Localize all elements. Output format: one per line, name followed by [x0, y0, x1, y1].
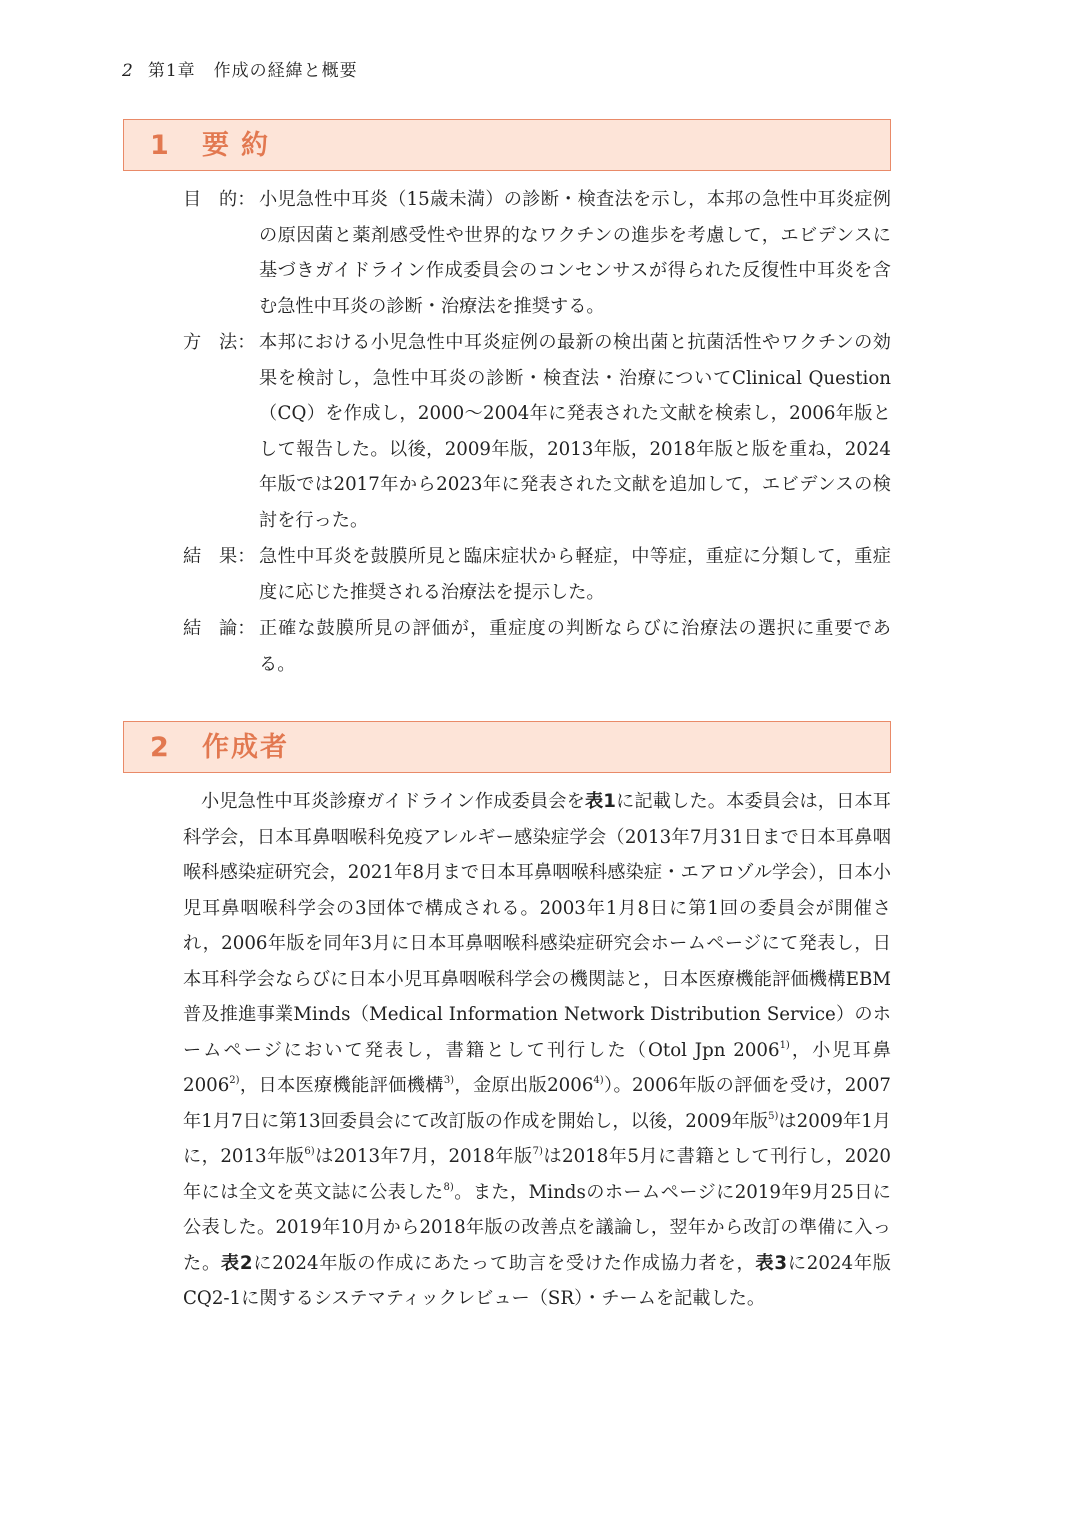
summary-label: 方 法： — [183, 332, 256, 353]
section-heading-summary — [123, 119, 891, 171]
summary-item-conclusion — [183, 611, 891, 682]
citation-ref: 5) — [768, 1110, 779, 1122]
section-title: 要約 — [202, 130, 280, 161]
page-number: 2 — [122, 61, 134, 81]
summary-label: 結 論： — [183, 618, 256, 639]
summary-item-method — [183, 325, 891, 538]
authors-paragraph: 小児急性中耳炎診療ガイドライン作成委員会を表1に記載した。本委員会は，日本耳科学会，日本耳鼻咽喉科免疫アレルギー感染症学会（2013年7月31日まで日本耳鼻咽喉科感染症研究会，2021年8月まで日本耳鼻咽喉科感染症・エアロゾル学会），日本小児耳鼻咽喉科学会の3団体で構成される。2003年1月8日に第1回の委員会が開催され，2006年版を同年3月に日本耳鼻咽喉科感染症研究会ホームページにて発表し，日本耳科学会ならびに日本小児耳鼻咽喉科学会の機関誌と，日本医療機能評価機構EBM普及推進事業Minds（Medical Information Network Distribution Service）のホームページにおいて発表し，書籍として刊行した（Otol Jpn 2006$^{1)}$，小児耳鼻2006$^{2)}$，日本医療機能評価機構$^{3)}$，金原出版2006$^{4)}$）。2006年版の評価を受け，2007年1月7日に第13回委員会にて改訂版の作成を開始し，以後，2009年版$^{5)}$は2009年1月に，2013年版$^{6)}$は2013年7月，2018年版$^{7)}$は2018年5月に書籍として刊行し，2020年には全文を英文誌に公表した$^{8)}$。また，Mindsのホームページに2019年9月25日に公表した。2019年10月から2018年版の改善点を議論し，翌年から改訂の準備に入った。表2に2024年版の作成にあたって助言を受けた作成協力者を，表3に2024年版CQ2-1に関するシステマティックレビュー（SR）・チームを記載した。 — [183, 791, 891, 1309]
summary-text: 本邦における小児急性中耳炎症例の最新の検出菌と抗菌活性やワクチンの効果を検討し，急性中耳炎の診断・検査法・治療についてClinical Question（CQ）を作成し，2000〜2004年に発表された文献を検索し，2006年版として報告した。以後，2009年版，2013年版，2018年版と版を重ね，2024年版では2017年から2023年に発表された文献を追加して，エビデンスの検討を行った。 — [259, 332, 891, 531]
citation-ref: 2) — [229, 1075, 240, 1086]
summary-text: 正確な鼓膜所見の評価が，重症度の判断ならびに治療法の選択に重要である。 — [259, 618, 891, 675]
summary-item-result — [183, 539, 891, 610]
summary-text: 急性中耳炎を鼓膜所見と臨床症状から軽症，中等症，重症に分類して，重症度に応じた推奨される治療法を提示した。 — [259, 546, 891, 603]
summary-item-purpose — [183, 182, 891, 324]
summary-label: 目 的： — [183, 189, 256, 210]
citation-ref: 1) — [779, 1039, 790, 1051]
summary-label: 結 果： — [183, 546, 256, 567]
section-number: 1 — [150, 130, 169, 161]
section-title: 作成者 — [202, 732, 289, 763]
table-ref-3: 表3 — [755, 1252, 788, 1274]
table-ref-2: 表2 — [220, 1252, 253, 1274]
section-heading-authors — [123, 721, 891, 773]
summary-list — [183, 182, 891, 683]
citation-ref: 3) — [443, 1075, 455, 1086]
citation-ref: 4) — [593, 1075, 604, 1086]
citation-ref: 7) — [532, 1146, 543, 1157]
table-ref-1: 表1 — [584, 791, 616, 812]
citation-ref: 8) — [443, 1181, 454, 1193]
chapter-title: 第1章 作成の経緯と概要 — [147, 61, 358, 81]
section-number: 2 — [150, 732, 169, 763]
citation-ref: 6) — [304, 1146, 315, 1157]
running-head — [122, 56, 358, 81]
summary-text: 小児急性中耳炎（15歳未満）の診断・検査法を示し，本邦の急性中耳炎症例の原因菌と薬剤感受性や世界的なワクチンの進歩を考慮して，エビデンスに基づきガイドライン作成委員会のコンセンサスが得られた反復性中耳炎を含む急性中耳炎の診断・治療法を推奨する。 — [259, 189, 891, 317]
